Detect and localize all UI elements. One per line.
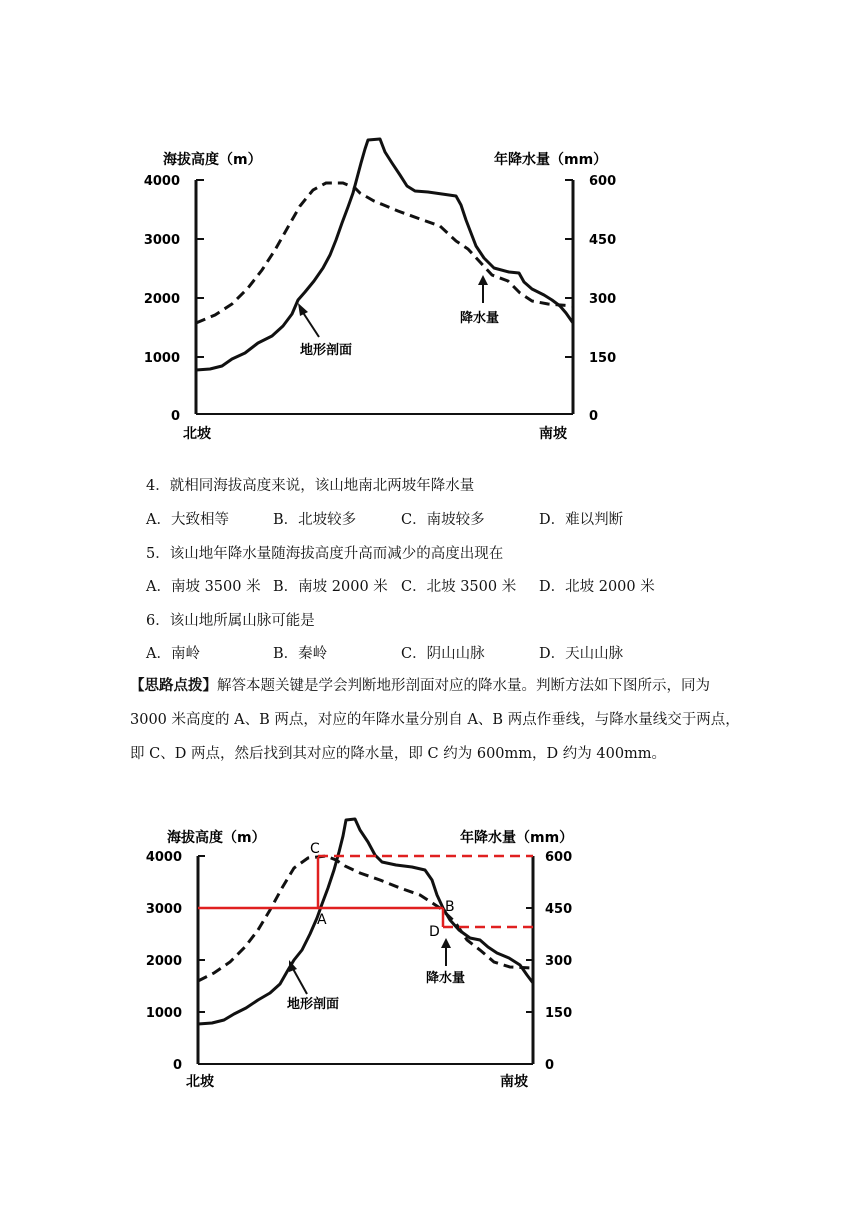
question-4: 4．就相同海拔高度来说，该山地南北两坡年降水量: [146, 478, 475, 494]
point-B-label: B: [445, 899, 455, 915]
left-tick-label: 1000: [145, 1006, 182, 1021]
terrain-pointer-arrow: [292, 967, 307, 994]
left-tick-label: 3000: [143, 233, 180, 248]
right-axis-title: 年降水量（mm）: [494, 152, 608, 168]
right-tick-label: 150: [545, 1006, 573, 1021]
left-tick-label: 0: [170, 409, 180, 424]
option: C．北坡 3500 米: [401, 579, 517, 595]
point-D-label: D: [429, 924, 440, 940]
left-tick-label: 2000: [145, 954, 182, 969]
option: B．北坡较多: [273, 512, 357, 528]
x-right-label: 南坡: [539, 426, 567, 442]
precip-label: 降水量: [460, 311, 500, 326]
left-tick-label: 1000: [143, 351, 180, 366]
option: B．秦岭: [273, 646, 328, 662]
explanation-text: 解答本题关键是学会判断地形剖面对应的降水量。判断方法如下图所示，同为 3000 米高度的 A、B 两点，对应的年降水量分别自 A、B 两点作垂线，与降水量线交于两点，即 C、D 两点，然后找到其对应的降水量，即 C 约为 600mm，D 约为 400mm。: [130, 678, 740, 762]
explanation-lead: 【思路点拨】: [130, 677, 217, 694]
right-tick-label: 600: [589, 174, 617, 189]
point-A-label: A: [317, 912, 327, 928]
option: A．南坡 3500 米: [146, 579, 261, 595]
terrain-profile-line: [196, 139, 573, 370]
right-tick-label: 300: [545, 954, 573, 969]
question-5: 5．该山地年降水量随海拔高度升高而减少的高度出现在: [146, 546, 504, 562]
left-tick-label: 4000: [143, 174, 180, 189]
left-tick-label: 4000: [145, 850, 182, 865]
point-C-label: C: [310, 841, 320, 857]
left-axis-title: 海拔高度（m）: [163, 152, 262, 168]
right-axis-title: 年降水量（mm）: [460, 830, 574, 846]
terrain-profile-line: [198, 819, 533, 1024]
option: C．阴山山脉: [401, 646, 485, 662]
option: C．南坡较多: [401, 512, 485, 528]
precip-pointer-arrowhead: [478, 275, 488, 285]
x-left-label: 北坡: [186, 1074, 214, 1090]
terrain-precipitation-chart: [0, 128, 860, 448]
right-tick-label: 450: [589, 233, 617, 248]
annotated-terrain-precipitation-chart: [0, 808, 860, 1093]
question-6: 6．该山地所属山脉可能是: [146, 613, 315, 629]
precipitation-line: [196, 183, 573, 323]
question-6-options: [146, 642, 623, 663]
terrain-pointer-arrowhead: [298, 303, 308, 316]
question-5-options: [146, 575, 655, 596]
option: B．南坡 2000 米: [273, 579, 388, 595]
left-tick-label: 0: [172, 1058, 182, 1073]
right-tick-label: 0: [589, 409, 599, 424]
precip-pointer-arrowhead: [441, 938, 451, 948]
left-axis-title: 海拔高度（m）: [167, 830, 266, 846]
left-tick-label: 3000: [145, 902, 182, 917]
precipitation-line: [198, 856, 533, 981]
terrain-pointer-arrow: [302, 311, 319, 337]
terrain-label: 地形剖面: [300, 343, 353, 358]
option: A．南岭: [146, 646, 200, 662]
right-tick-label: 0: [545, 1058, 555, 1073]
right-tick-label: 450: [545, 902, 573, 917]
right-tick-label: 150: [589, 351, 617, 366]
x-right-label: 南坡: [500, 1074, 528, 1090]
terrain-label: 地形剖面: [287, 997, 340, 1012]
option: D．北坡 2000 米: [539, 579, 655, 595]
right-tick-label: 300: [589, 292, 617, 307]
question-4-options: [146, 508, 623, 529]
left-tick-label: 2000: [143, 292, 180, 307]
red-annotation-lines: [198, 856, 533, 927]
right-tick-label: 600: [545, 850, 573, 865]
explanation-paragraph: [130, 669, 740, 771]
x-left-label: 北坡: [183, 426, 211, 442]
option: D．天山山脉: [539, 646, 624, 662]
option: A．大致相等: [146, 512, 229, 528]
option: D．难以判断: [539, 512, 624, 528]
precip-label: 降水量: [426, 971, 466, 986]
